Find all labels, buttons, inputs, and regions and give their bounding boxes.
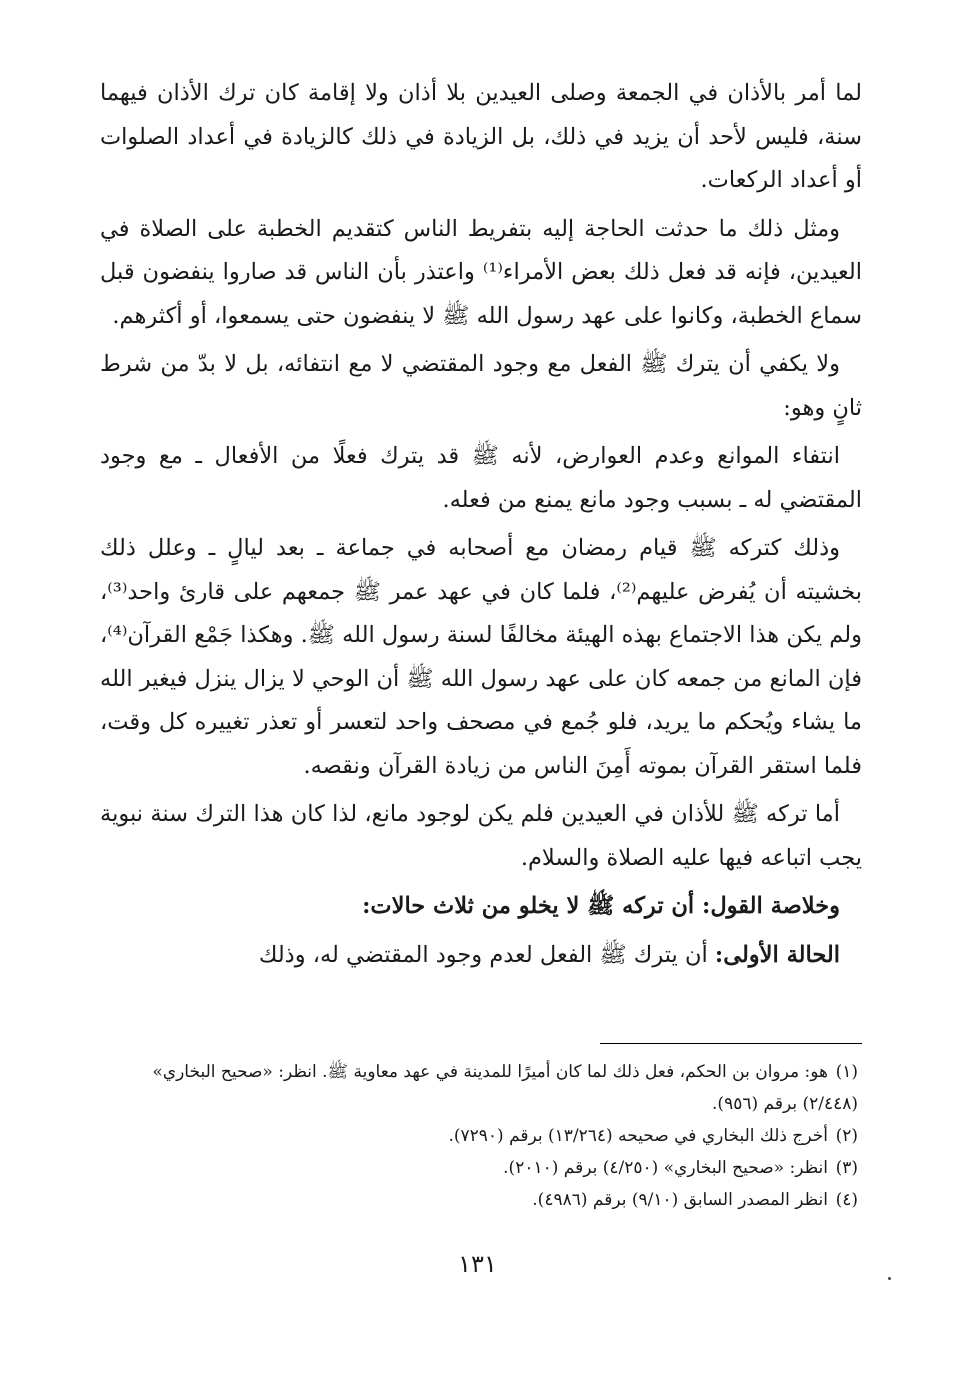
footnote-number: (١)	[835, 1062, 858, 1082]
footnote-2	[110, 1120, 858, 1152]
paragraph-1: لما أمر بالأذان في الجمعة وصلى العيدين بلا أذان ولا إقامة كان ترك الأذان فيهما سنة، فليس لأحد أن يزيد في ذلك، بل الزيادة في ذلك كالزيادة في أعداد الصلوات أو أعداد الركعات.	[100, 80, 862, 193]
paragraph-5: وذلك كتركه ﷺ قيام رمضان مع أصحابه في جماعة ـ بعد ليالٍ ـ وعلل ذلك بخشيته أن يُفرض عليهم⁽²⁾، فلما كان في عهد عمر ﷺ جمعهم على قارئ واحد⁽³⁾، ولم يكن هذا الاجتماع بهذه الهيئة مخالفًا لسنة رسول الله ﷺ. وهكذا جَمْع القرآن⁽⁴⁾، فإن المانع من جمعه كان على عهد رسول الله ﷺ أن الوحي لا يزال ينزل فيغير الله ما يشاء ويُحكم ما يريد، فلو جُمع في مصحف واحد لتعسر أو تعذر تغييره كل وقت، فلما استقر القرآن بموته أَمِنَ الناس من زيادة القرآن ونقصه.	[100, 535, 863, 779]
footnote-separator	[600, 1043, 862, 1044]
paragraph-2: ومثل ذلك ما حدثت الحاجة إليه بتفريط الناس كتقديم الخطبة على الصلاة في العيدين، فإنه قد فعل ذلك بعض الأمراء⁽¹⁾ واعتذر بأن الناس قد صاروا ينفضون قبل سماع الخطبة، وكانوا على عهد رسول الله ﷺ لا ينفضون حتى يسمعوا، أو أكثرهم.	[100, 215, 862, 329]
footnote-text: أخرج ذلك البخاري في صحيحه (١٣/٢٦٤) برقم (٧٢٩٠).	[448, 1126, 828, 1146]
scan-speck	[888, 1277, 891, 1280]
paragraph-4: انتفاء الموانع وعدم العوارض، لأنه ﷺ قد يترك فعلًا من الأفعال ـ مع وجود المقتضي له ـ بسبب وجود مانع يمنع من فعله.	[100, 443, 862, 513]
summary-bold: وخلاصة القول: أن تركه ﷺ لا يخلو من ثلاث حالات:	[362, 893, 840, 919]
footnote-number: (٣)	[835, 1158, 858, 1178]
footnote-text: انظر: «صحيح البخاري» (٤/٢٥٠) برقم (٢٠١٠).	[503, 1158, 828, 1178]
paragraph-6: أما تركه ﷺ للأذان في العيدين فلم يكن لوجود مانع، لذا كان هذا الترك سنة نبوية يجب اتباعه فيها عليه الصلاة والسلام.	[100, 801, 862, 871]
footnote-number: (٢)	[835, 1126, 858, 1146]
footnote-1	[110, 1056, 858, 1120]
footnote-text: هو: مروان بن الحكم، فعل ذلك لما كان أميرًا للمدينة في عهد معاوية ﷺ. انظر: «صحيح البخاري» (٢/٤٤٨) برقم (٩٥٦).	[152, 1062, 858, 1114]
case-one-label: الحالة الأولى:	[714, 941, 840, 968]
footnotes	[110, 1056, 858, 1216]
footnote-text: انظر المصدر السابق (٩/١٠) برقم (٤٩٨٦).	[532, 1190, 828, 1210]
summary-line	[100, 885, 862, 929]
footnote-4	[110, 1184, 858, 1216]
case-one-line	[100, 934, 862, 978]
case-one-text: أن يترك ﷺ الفعل لعدم وجود المقتضي له، وذلك	[258, 941, 715, 968]
page-number: ١٣١	[458, 1250, 497, 1278]
footnote-number: (٤)	[835, 1190, 858, 1210]
page-body	[100, 72, 862, 982]
paragraph-3: ولا يكفي أن يترك ﷺ الفعل مع وجود المقتضي لا مع انتفائه، بل لا بدّ من شرط ثانٍ وهو:	[100, 351, 862, 421]
footnote-3	[110, 1152, 858, 1184]
